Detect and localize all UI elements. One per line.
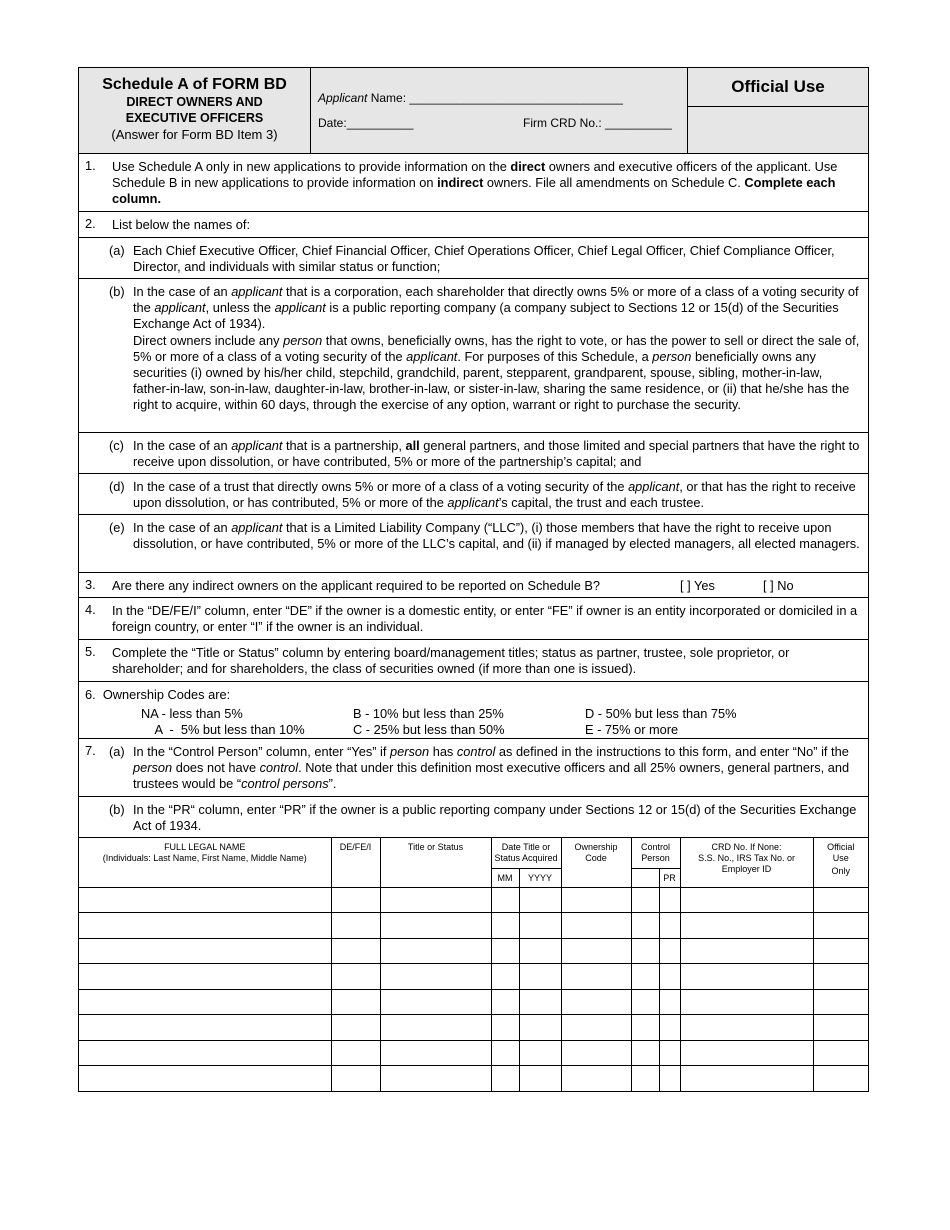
col-official-use: Official Use Only	[813, 838, 868, 887]
title-block	[79, 68, 311, 153]
table-row	[79, 913, 868, 939]
code-b: B - 10% but less than 25%	[353, 706, 504, 722]
item-7a-text: (a) In the “Control Person” column, enter “Yes” if person has control as defined in the instructions to this form, and enter “No” if the person does not have control. Note that under this definition most executive officers and all 25% owners, general partners, and trustees would be “control persons”.	[109, 744, 850, 792]
applicant-label: Applicant	[318, 91, 368, 105]
date-field[interactable]	[318, 116, 413, 130]
owners-table	[79, 838, 868, 1091]
col-crd-no: CRD No. If None: S.S. No., IRS Tax No. or Employer ID	[680, 838, 813, 887]
form-title: Schedule A of FORM BD	[102, 76, 287, 93]
table-row	[79, 1015, 868, 1041]
item-2d	[79, 474, 868, 515]
col-pr: PR	[659, 868, 680, 887]
item-6-heading: 6. Ownership Codes are:	[85, 687, 231, 702]
item-2b	[79, 279, 868, 433]
item-1-text: Use Schedule A only in new applications to provide information on the direct owners and executive officers of the applicant. Use Schedule B in new applications to provide information on indirect owners. File all amendments on Schedule C. Complete each column.	[112, 159, 838, 207]
form-subtitle-line2: EXECUTIVE OFFICERS	[125, 111, 264, 125]
schedule-a-form	[78, 67, 869, 1092]
item-7b	[79, 797, 868, 838]
table-row	[79, 887, 868, 913]
col-control-person-blank	[631, 868, 659, 887]
item-1	[79, 154, 868, 212]
form-subtitle-line1: DIRECT OWNERS AND	[126, 95, 263, 109]
item-2a-text: (a) Each Chief Executive Officer, Chief Financial Officer, Chief Operations Officer, Chief Legal Officer, Chief Compliance Officer, Director, and individuals with similar status or function;	[109, 243, 835, 275]
applicant-label-rest: Name:	[367, 91, 407, 105]
item-7b-text: (b) In the “PR“ column, enter “PR” if the owner is a public reporting company under Sections 12 or 15(d) of the Securities Exchange Act of 1934.	[109, 802, 857, 834]
applicant-name-field[interactable]	[318, 91, 623, 105]
item-2	[79, 212, 868, 238]
table-row	[79, 1040, 868, 1066]
item-2e-text: (e) In the case of an applicant that is a Limited Liability Company (“LLC”), (i) those members that have the right to receive upon dissolution, or have contributed, 5% or more of the LLC’s capital, and (ii) if managed by elected managers, all elected managers.	[109, 520, 860, 552]
item-3-number: 3.	[85, 577, 96, 592]
official-use-label: Official Use	[688, 68, 868, 107]
table-row	[79, 964, 868, 990]
item-2-number: 2.	[85, 216, 96, 231]
table-row	[79, 989, 868, 1015]
item-3-text: Are there any indirect owners on the applicant required to be reported on Schedule B? [ ] Yes [ ] No	[112, 578, 794, 593]
date-label: Date:	[318, 116, 347, 130]
applicant-blank: ________________________________	[409, 91, 623, 105]
crd-label: Firm CRD No.:	[523, 116, 602, 130]
col-yyyy: YYYY	[519, 868, 561, 887]
item-4	[79, 598, 868, 640]
item-1-number: 1.	[85, 158, 96, 173]
item-2c	[79, 433, 868, 474]
crd-blank: __________	[605, 116, 672, 130]
col-mm: MM	[491, 868, 519, 887]
form-header	[79, 68, 868, 154]
item-2c-text: (c) In the case of an applicant that is a partnership, all general partners, and those limited and special partners that have the right to receive upon dissolution, or have contributed, 5% or more of the partnership’s capital; and	[109, 438, 860, 470]
item-4-number: 4.	[85, 602, 96, 617]
code-d: D - 50% but less than 75%	[585, 706, 737, 722]
answer-note: (Answer for Form BD Item 3)	[111, 127, 278, 142]
item-5	[79, 640, 868, 682]
col-date-acquired: Date Title or Status Acquired	[491, 838, 561, 868]
date-blank: __________	[346, 116, 414, 130]
item-4-text: In the “DE/FE/I” column, enter “DE” if the owner is a domestic entity, or enter “FE” if owner is an entity incorporated or domiciled in a foreign country, or enter “I” if the owner is an individual.	[112, 603, 858, 635]
col-ownership-code: Ownership Code	[561, 838, 631, 887]
col-full-legal-name: FULL LEGAL NAME (Individuals: Last Name, First Name, Middle Name)	[79, 838, 331, 887]
indirect-no-checkbox[interactable]: [ ] No	[763, 578, 794, 593]
indirect-yes-checkbox[interactable]: [ ] Yes	[680, 578, 715, 593]
table-row	[79, 1066, 868, 1091]
item-7-number: 7.	[85, 743, 96, 758]
item-2e	[79, 515, 868, 573]
col-control-person: Control Person	[631, 838, 680, 868]
ownership-codes	[79, 706, 868, 738]
col-de-fe-i: DE/FE/I	[331, 838, 380, 887]
item-6	[79, 682, 868, 739]
official-use-block	[688, 68, 868, 153]
code-e: E - 75% or more	[585, 722, 679, 738]
table-header-row	[79, 838, 868, 868]
applicant-block	[311, 68, 688, 153]
code-a: A - 5% but less than 10%	[141, 722, 305, 738]
item-5-number: 5.	[85, 644, 96, 659]
item-2a	[79, 238, 868, 279]
official-use-box	[688, 107, 868, 153]
item-2d-text: (d) In the case of a trust that directly owns 5% or more of a class of a voting security of the applicant, or that has the right to receive upon dissolution, or has contributed, 5% or more of the applicant’s capital, the trust and each trustee.	[109, 479, 856, 511]
code-na: NA - less than 5%	[141, 706, 243, 722]
item-2-text: List below the names of:	[112, 217, 250, 232]
item-2b-text: (b) In the case of an applicant that is a corporation, each shareholder that directly owns 5% or more of a class of a voting security of the applicant, unless the applicant is a public reporting company (a company subject to Sections 12 or 15(d) of the Securities Exchange Act of 1934). Direct owners include any person that owns, beneficially owns, has the right to vote, or has the power to sell or direct the sale of, 5% or more of a class of a voting security of the applicant. For purposes of this Schedule, a person beneficially owns any securities (i) owned by his/her child, stepchild, grandchild, parent, stepparent, grandparent, spouse, sibling, mother-in-law, father-in-law, son-in-law, daughter-in-law, brother-in-law, or sister-in-law, sharing the same residence, or (ii) that he/she has the right to acquire, within 60 days, through the exercise of any option, warrant or right to purchase the security.	[109, 284, 860, 413]
col-title-or-status: Title or Status	[380, 838, 491, 887]
item-3	[79, 573, 868, 598]
firm-crd-field[interactable]	[523, 116, 672, 130]
item-5-text: Complete the “Title or Status” column by entering board/management titles; status as partner, trustee, sole proprietor, or shareholder; and for shareholders, the class of securities owned (if more than one is issued).	[112, 645, 790, 677]
item-7a	[79, 739, 868, 797]
table-row	[79, 938, 868, 964]
code-c: C - 25% but less than 50%	[353, 722, 505, 738]
